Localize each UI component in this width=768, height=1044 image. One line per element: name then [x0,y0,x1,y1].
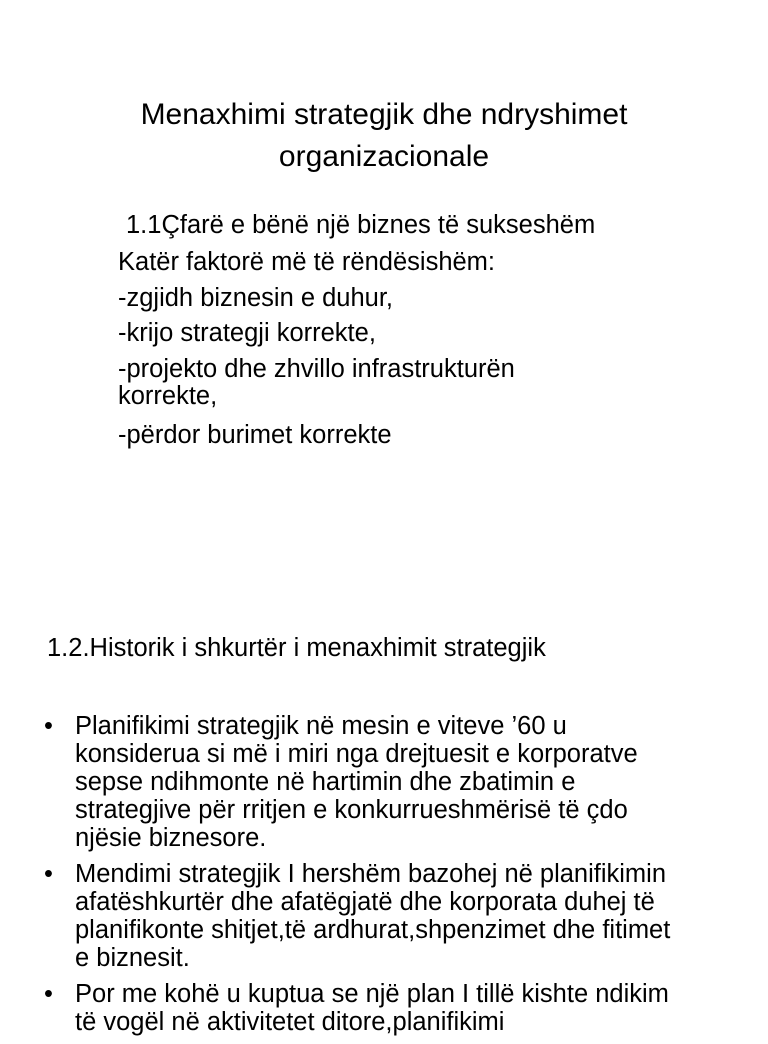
factor-item: -përdor burimet korrekte [118,421,392,449]
bullet-text: Mendimi strategjik I hershëm bazohej në planifikimin afatëshkurtër dhe afatëgjatë dhe korporata duhej të planifikonte shitjet,të ardhurat,shpenzimet dhe fitimet e biznesit. [75,860,671,972]
bullet-item [44,712,684,852]
factor-item: -zgjidh biznesin e duhur, [118,284,394,312]
factors-intro: Katër faktorë më të rëndësishëm: [118,248,496,276]
slide-title-line-2: organizacionale [278,140,490,173]
factor-item: -projekto dhe zhvillo infrastrukturën korrekte, [118,355,515,410]
bullet-text: Planifikimi strategjik në mesin e viteve ’60 u konsiderua si më i miri nga drejtuesit e korporatve sepse ndihmonte në hartimin dhe zbatimin e strategjive për rritjen e konkurrueshmërisë të çdo njësie biznesore. [75,712,638,852]
section-heading: 1.2.Historik i shkurtër i menaxhimit strategjik [47,634,546,662]
slide-title-line-1: Menaxhimi strategjik dhe ndryshimet [140,98,628,131]
bullet-icon: • [44,980,53,1008]
slide-title [60,94,708,178]
bullet-icon: • [44,712,53,740]
bullet-icon: • [44,860,53,888]
bullet-list [44,712,684,1044]
bullet-text: Por me kohë u kuptua se një plan I tillë kishte ndikim të vogël në aktivitetet ditore,planifikimi [75,980,669,1036]
bullet-item [44,860,684,972]
factor-item: -krijo strategji korrekte, [118,319,376,347]
bullet-item [44,980,684,1036]
subheading: 1.1Çfarë e bënë një biznes të sukseshëm [126,211,596,239]
